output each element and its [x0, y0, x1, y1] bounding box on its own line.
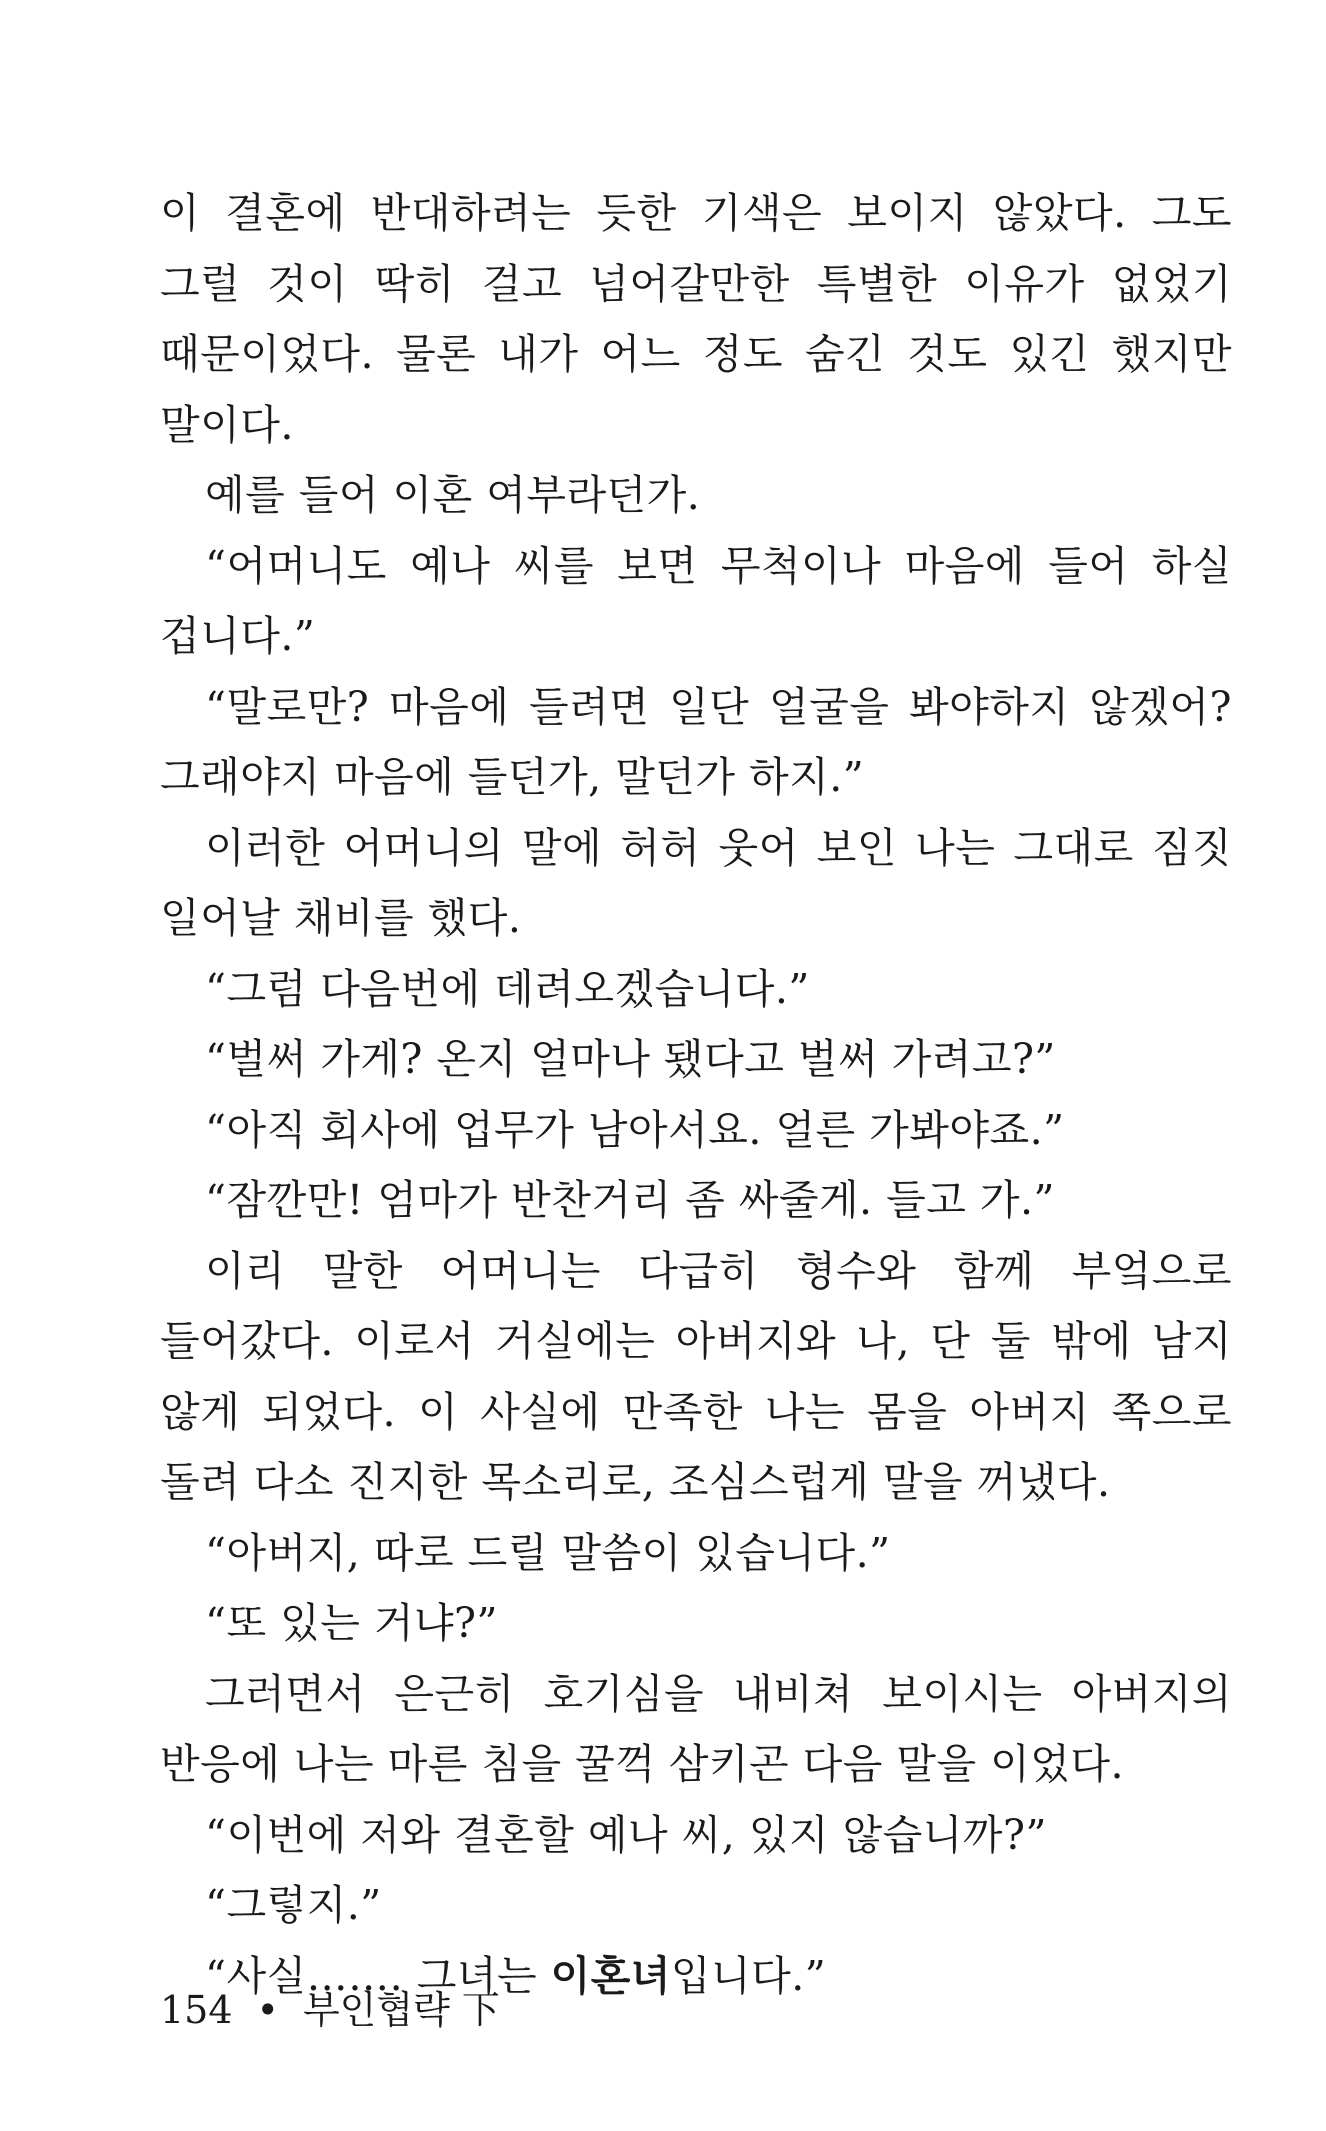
- dialogue-line: “이번에 저와 결혼할 예나 씨, 있지 않습니까?”: [205, 1810, 1047, 1859]
- page-footer: [160, 1985, 500, 2035]
- dialogue-line: “벌써 가게? 온지 얼마나 됐다고 벌써 가려고?”: [205, 1035, 1056, 1083]
- dialogue-line: “아직 회사에 업무가 남아서요. 얼른 가봐야죠.”: [205, 1105, 1065, 1154]
- paragraph: 이러한 어머니의 말에 허허 웃어 보인 나는 그대로 짐짓 일어날 채비를 했다.: [160, 823, 1232, 942]
- dialogue-line: “그럼 다음번에 데려오겠습니다.”: [205, 964, 810, 1013]
- dialogue-line: “어머니도 예나 씨를 보면 무척이나 마음에 들어 하실 겁니다.”: [160, 541, 1232, 660]
- paragraph: 예를 들어 이혼 여부라던가.: [205, 471, 701, 519]
- body-text: [160, 178, 1232, 2011]
- dialogue-line: “말로만? 마음에 들려면 일단 얼굴을 봐야하지 않겠어? 그래야지 마음에 들던가, 말던가 하지.”: [160, 682, 1232, 801]
- dialogue-line: “그렇지.”: [205, 1881, 382, 1929]
- paragraph: 이 결혼에 반대하려는 듯한 기색은 보이지 않았다. 그도 그럴 것이 딱히 걸고 넘어갈만한 특별한 이유가 없었기 때문이었다. 물론 내가 어느 정도 숨긴 것도 있긴 했지만 말이다.: [160, 189, 1232, 449]
- dialogue-line: “아버지, 따로 드릴 말씀이 있습니다.”: [205, 1528, 891, 1577]
- dialogue-line: “잠깐만! 엄마가 반찬거리 좀 싸줄게. 들고 가.”: [205, 1176, 1055, 1224]
- last-line-end: 입니다.”: [670, 1951, 827, 2000]
- book-title: 부인협략 下: [302, 1988, 500, 2032]
- paragraph: 그러면서 은근히 호기심을 내비쳐 보이시는 아버지의 반응에 나는 마른 침을 꿀꺽 삼키곤 다음 말을 이었다.: [160, 1669, 1232, 1788]
- footer-separator: •: [256, 1988, 279, 2032]
- last-line-start: “사실……. 그녀는: [205, 1951, 551, 2000]
- paragraph: 이리 말한 어머니는 다급히 형수와 함께 부엌으로 들어갔다. 이로서 거실에는 아버지와 나, 단 둘 밖에 남지 않게 되었다. 이 사실에 만족한 나는 몸을 아버지 쪽으로 돌려 다소 진지한 목소리로, 조심스럽게 말을 꺼냈다.: [160, 1246, 1232, 1506]
- page-number: 154: [160, 1988, 233, 2032]
- bold-emphasis: 이혼녀: [550, 1951, 671, 2000]
- dialogue-line: “또 있는 거냐?”: [205, 1599, 498, 1647]
